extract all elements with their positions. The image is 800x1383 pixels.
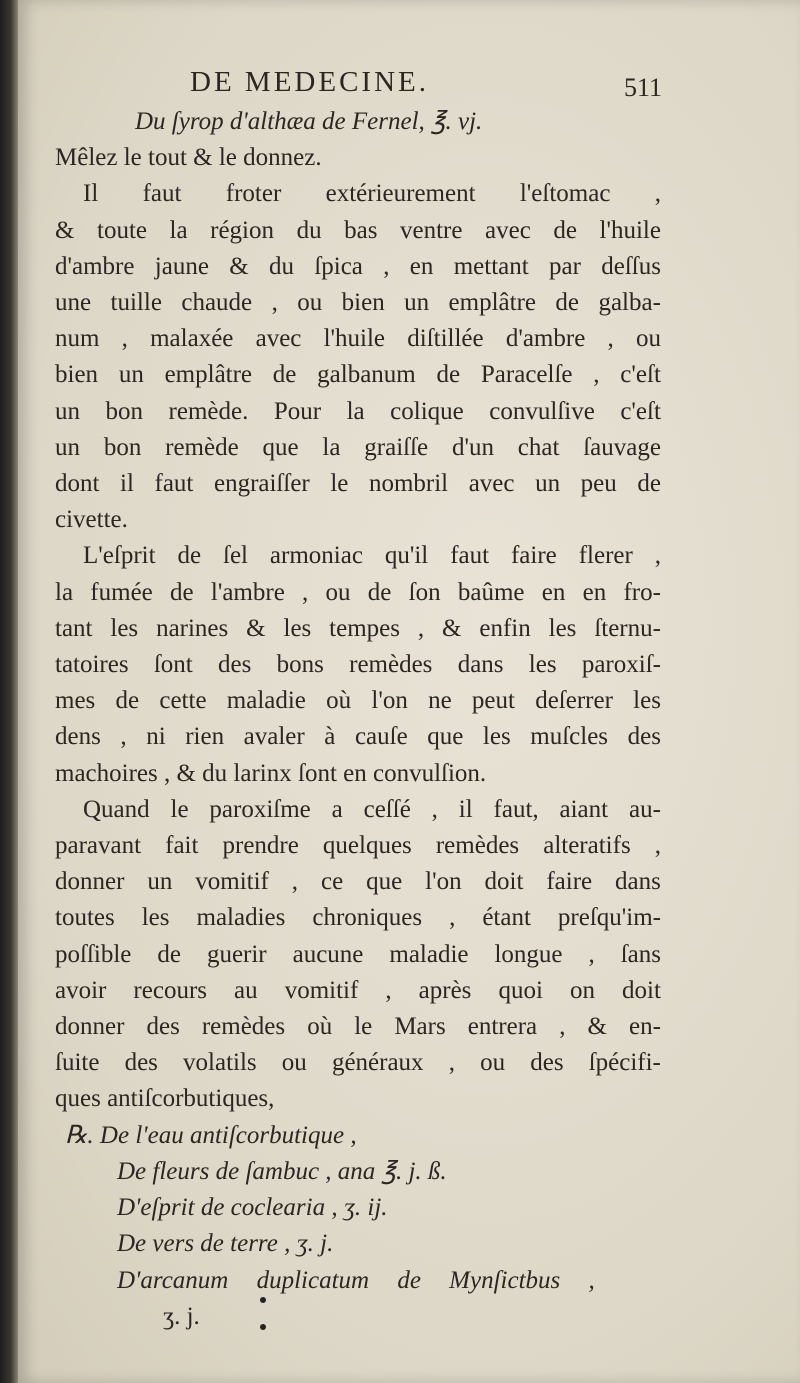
text-line: machoires , & du larinx ſont en convulſion. xyxy=(55,759,487,787)
text-line: bien un emplâtre de galbanum de Paracelſe , c'eſt xyxy=(55,361,661,389)
text-line: toutes les maladies chroniques , étant preſqu'im- xyxy=(55,904,661,932)
page-header xyxy=(55,60,661,104)
text-line: poſſible de guerir aucune maladie longue , ſans xyxy=(55,940,661,968)
text-line: dont il faut engraiſſer le nombril avec un peu de xyxy=(55,470,661,498)
text-line: Il faut froter extérieurement l'eſtomac , xyxy=(83,180,661,208)
text-line: Mêlez le tout & le donnez. xyxy=(55,144,322,172)
page-body xyxy=(55,104,661,1335)
text-line: donner un vomitif , ce que l'on doit faire dans xyxy=(55,868,661,896)
text-line: ques antiſcorbutiques, xyxy=(55,1085,275,1113)
text-line: donner des remèdes où le Mars entrera , & en- xyxy=(55,1013,661,1041)
page-text-block xyxy=(55,60,661,1335)
text-line: De vers de terre , ʒ. j. xyxy=(117,1230,334,1258)
text-line: d'ambre jaune & du ſpica , en mettant par deſſus xyxy=(55,252,661,280)
text-line: ℞. De l'eau antiſcorbutique , xyxy=(65,1121,357,1149)
text-line: dens , ni rien avaler à cauſe que les muſcles des xyxy=(55,723,661,751)
text-line: Quand le paroxiſme a ceſſé , il faut, aiant au- xyxy=(83,795,661,823)
text-line: num , malaxée avec l'huile diſtillée d'ambre , ou xyxy=(55,325,661,353)
text-line: Du ſyrop d'althæa de Fernel, ℥. vj. xyxy=(135,108,483,135)
running-title: DE MEDECINE. xyxy=(190,66,429,98)
text-line: D'arcanum duplicatum de Mynſictbus , xyxy=(117,1266,595,1294)
text-line: tant les narines & les tempes , & enfin les ſternu- xyxy=(55,614,661,642)
text-line: ſuite des volatils ou généraux , ou des ſpécifi- xyxy=(55,1049,661,1077)
text-line: L'eſprit de ſel armoniac qu'il faut faire flerer , xyxy=(83,542,661,570)
text-line: avoir recours au vomitif , après quoi on doit xyxy=(55,976,661,1004)
text-line: une tuille chaude , ou bien un emplâtre de galba- xyxy=(55,289,661,317)
text-line: mes de cette maladie où l'on ne peut deſerrer les xyxy=(55,687,661,715)
text-line: civette. xyxy=(55,506,128,534)
text-line: De fleurs de ſambuc , ana ℥. j. ß. xyxy=(117,1157,447,1185)
ink-mark xyxy=(260,1324,266,1330)
text-line: D'eſprit de coclearia , ʒ. ij. xyxy=(117,1194,388,1222)
book-gutter xyxy=(0,0,18,1383)
text-line: la fumée de l'ambre , ou de ſon baûme en en fro- xyxy=(55,578,661,606)
text-line: un bon remède que la graiſſe d'un chat ſauvage xyxy=(55,433,661,461)
book-page xyxy=(18,0,800,1383)
text-line: paravant fait prendre quelques remèdes alteratifs , xyxy=(55,832,661,860)
text-line: & toute la région du bas ventre avec de l'huile xyxy=(55,216,661,244)
text-line: ʒ. j. xyxy=(163,1302,200,1330)
text-line: tatoires ſont des bons remèdes dans les paroxiſ- xyxy=(55,651,661,679)
ink-mark xyxy=(260,1297,266,1303)
text-line: un bon remède. Pour la colique convulſive c'eſt xyxy=(55,397,661,425)
page-number: 511 xyxy=(623,73,662,102)
